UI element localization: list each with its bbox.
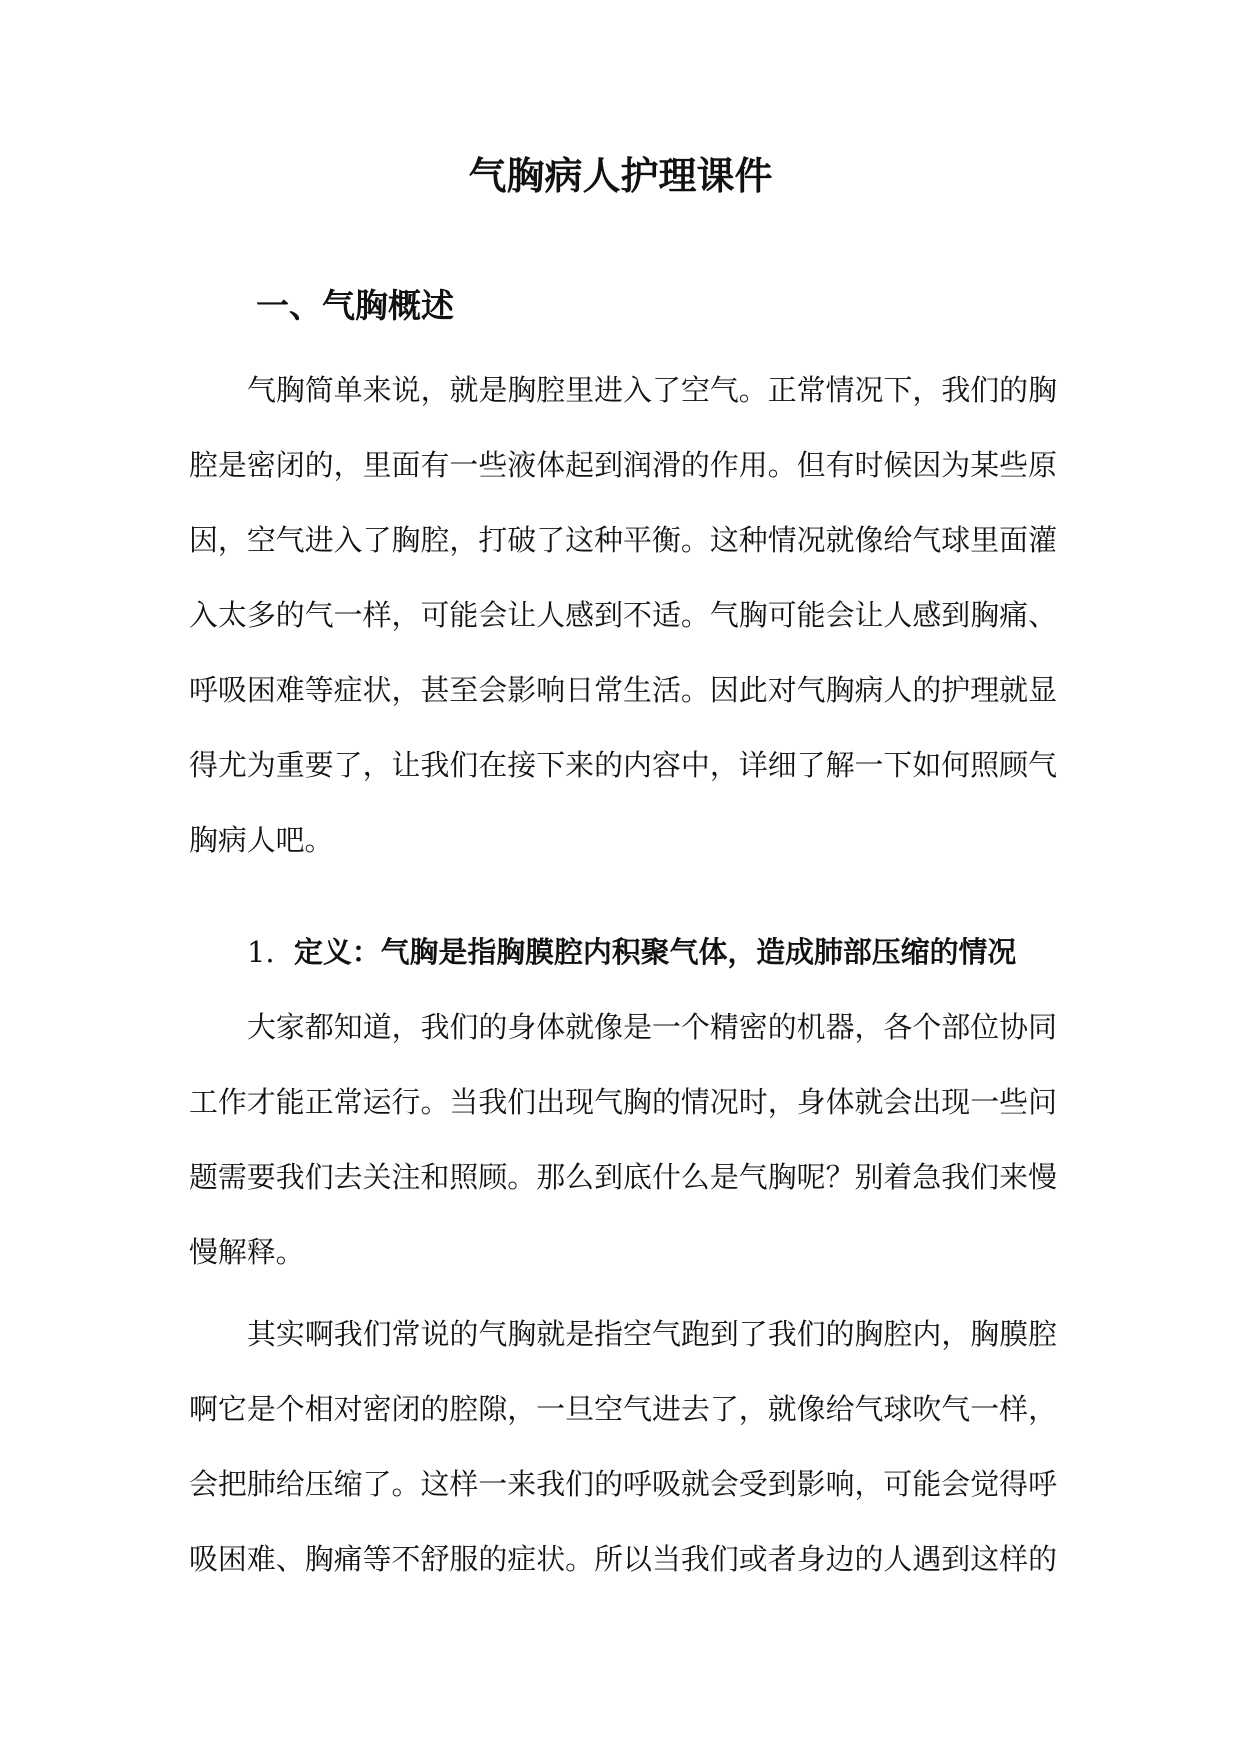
paragraph-line: 呼吸困难等症状，甚至会影响日常生活。因此对气胸病人的护理就显 <box>189 673 1057 707</box>
paragraph-line: 胸病人吧。 <box>189 823 334 857</box>
paragraph-line: 入太多的气一样，可能会让人感到不适。气胸可能会让人感到胸痛、 <box>189 598 1057 632</box>
paragraph-line: 啊它是个相对密闭的腔隙，一旦空气进去了，就像给气球吹气一样， <box>189 1392 1057 1426</box>
paragraph-line: 题需要我们去关注和照顾。那么到底什么是气胸呢？别着急我们来慢 <box>189 1160 1057 1194</box>
paragraph-line: 大家都知道，我们的身体就像是一个精密的机器，各个部位协同 <box>247 1010 1057 1044</box>
paragraph-definition-detail <box>189 1297 1057 1597</box>
paragraph-line: 工作才能正常运行。当我们出现气胸的情况时，身体就会出现一些问 <box>189 1085 1057 1119</box>
paragraph-line: 气胸简单来说，就是胸腔里进入了空气。正常情况下，我们的胸 <box>247 373 1057 407</box>
paragraph-definition-intro <box>189 990 1057 1290</box>
section-heading-overview: 一、气胸概述 <box>256 286 454 325</box>
item-heading-text: 定义：气胸是指胸膜腔内积聚气体，造成肺部压缩的情况 <box>294 935 1017 969</box>
item-number: 1. <box>247 935 275 969</box>
paragraph-line: 得尤为重要了，让我们在接下来的内容中，详细了解一下如何照顾气 <box>189 748 1057 782</box>
paragraph-line: 慢解释。 <box>189 1235 305 1269</box>
paragraph-line: 腔是密闭的，里面有一些液体起到润滑的作用。但有时候因为某些原 <box>189 448 1057 482</box>
document-title: 气胸病人护理课件 <box>468 153 773 198</box>
paragraph-line: 其实啊我们常说的气胸就是指空气跑到了我们的胸腔内，胸膜腔 <box>247 1317 1057 1351</box>
paragraph-line: 因，空气进入了胸腔，打破了这种平衡。这种情况就像给气球里面灌 <box>189 523 1057 557</box>
paragraph-line: 会把肺给压缩了。这样一来我们的呼吸就会受到影响，可能会觉得呼 <box>189 1467 1057 1501</box>
paragraph-overview <box>189 353 1057 878</box>
paragraph-line: 吸困难、胸痛等不舒服的症状。所以当我们或者身边的人遇到这样的 <box>189 1542 1057 1576</box>
item-heading-definition <box>247 915 1016 990</box>
